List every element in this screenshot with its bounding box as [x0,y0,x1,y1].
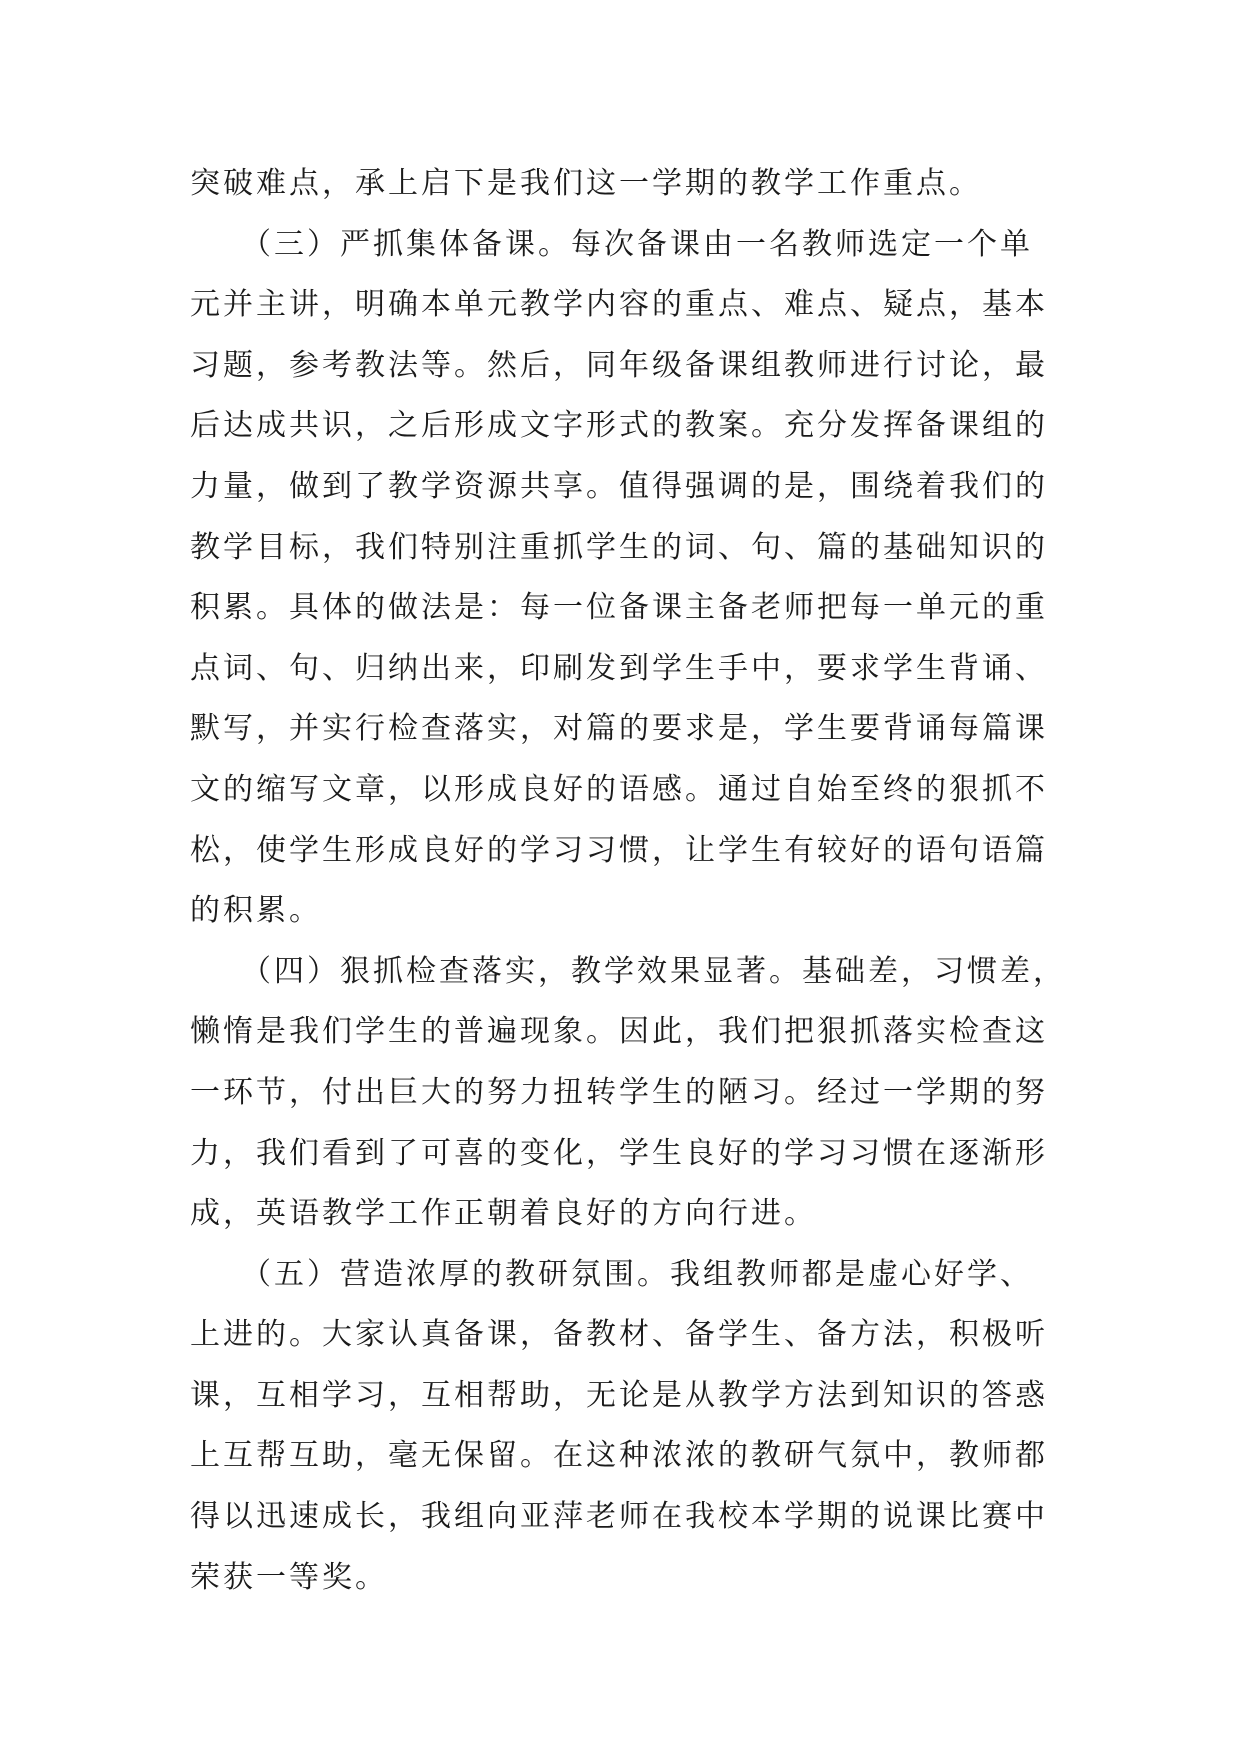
text-line: 力量，做到了教学资源共享。值得强调的是，围绕着我们的 [190,468,1048,504]
text-line: 一环节，付出巨大的努力扭转学生的陋习。经过一学期的努 [190,1074,1048,1110]
text-line: （四）狠抓检查落实，教学效果显著。基础差，习惯差， [190,953,1066,989]
text-line: 松，使学生形成良好的学习习惯，让学生有较好的语句语篇 [190,832,1048,868]
text-line: 懒惰是我们学生的普遍现象。因此，我们把狠抓落实检查这 [190,1014,1048,1050]
text-line: 教学目标，我们特别注重抓学生的词、句、篇的基础知识的 [190,529,1048,565]
text-line: 文的缩写文章，以形成良好的语感。通过自始至终的狠抓不 [190,771,1048,807]
text-line: 积累。具体的做法是：每一位备课主备老师把每一单元的重 [190,590,1048,626]
text-line: 突破难点，承上启下是我们这一学期的教学工作重点。 [190,166,982,201]
text-line: 后达成共识，之后形成文字形式的教案。充分发挥备课组的 [190,408,1048,444]
text-line: 上进的。大家认真备课，备教材、备学生、备方法，积极听 [190,1317,1048,1353]
text-line: 元并主讲，明确本单元教学内容的重点、难点、疑点，基本 [190,287,1048,323]
text-line: 得以迅速成长，我组向亚萍老师在我校本学期的说课比赛中 [190,1499,1048,1535]
text-line: 上互帮互助，毫无保留。在这种浓浓的教研气氛中，教师都 [190,1438,1048,1474]
text-line: 荣获一等奖。 [190,1559,388,1595]
text-line: 默写，并实行检查落实，对篇的要求是，学生要背诵每篇课 [190,711,1048,747]
text-line: 力，我们看到了可喜的变化，学生良好的学习习惯在逐渐形 [190,1135,1048,1171]
text-line: （三）严抓集体备课。每次备课由一名教师选定一个单 [190,226,1033,262]
text-line: 成，英语教学工作正朝着良好的方向行进。 [190,1196,817,1232]
text-line: 习题，参考教法等。然后，同年级备课组教师进行讨论，最 [190,347,1048,383]
text-line: 点词、句、归纳出来，印刷发到学生手中，要求学生背诵、 [190,650,1048,686]
text-line: （五）营造浓厚的教研氛围。我组教师都是虚心好学、 [190,1256,1033,1292]
text-line: 的积累。 [190,893,322,929]
body-text [190,154,1090,1608]
text-line: 课，互相学习，互相帮助，无论是从教学方法到知识的答惑 [190,1377,1048,1413]
